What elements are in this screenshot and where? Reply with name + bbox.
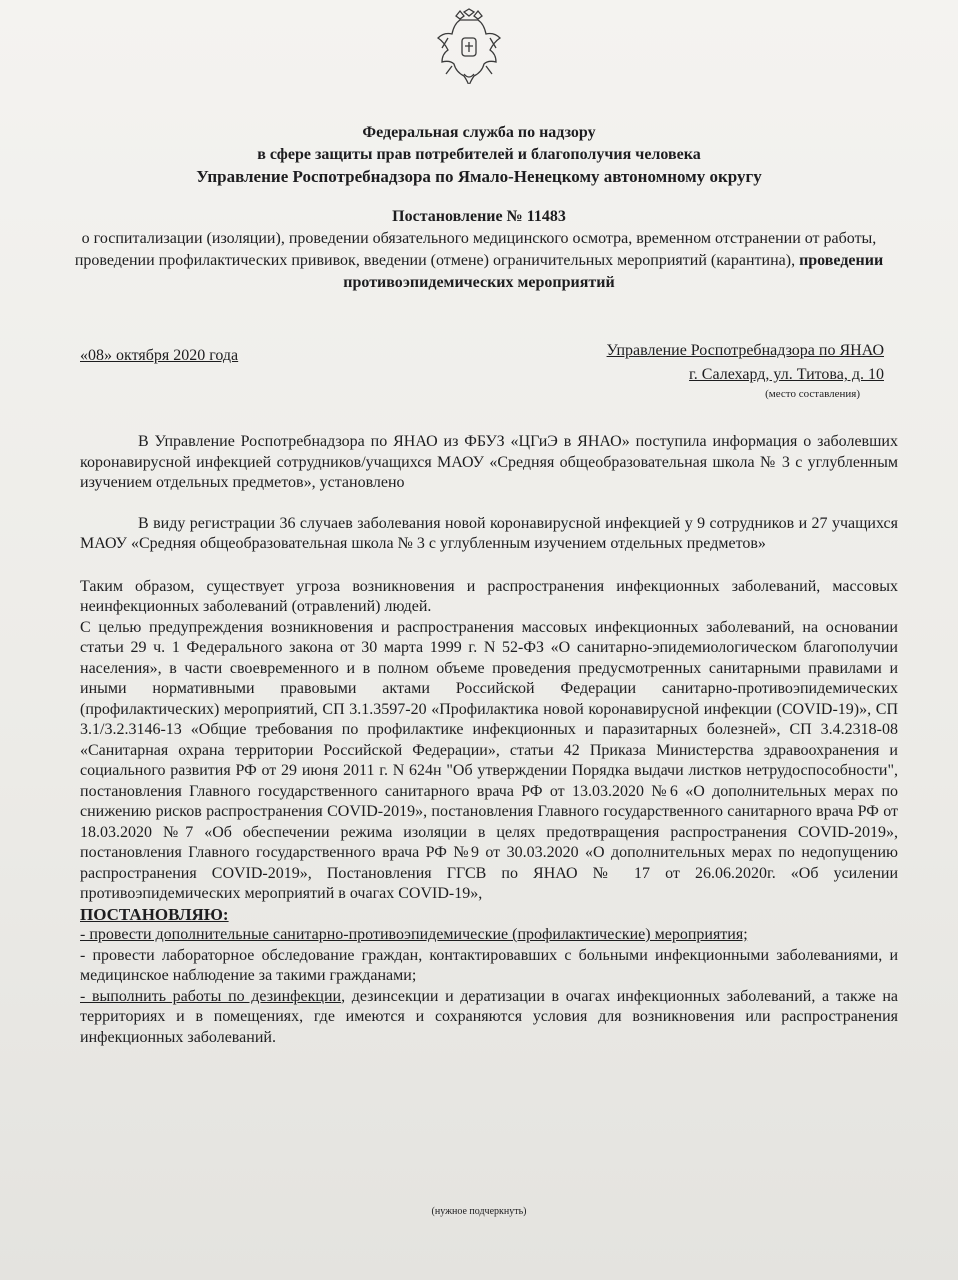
document-header	[80, 122, 878, 188]
decree-date: «08» октября 2020 года	[80, 347, 239, 364]
measure-item-2: - провести лабораторное обследование граждан, контактировавших с больными инфекционными заболеваниями, и медицинское наблюдение за такими гражданами;	[80, 946, 898, 984]
measure-item-3-rest: , дезинсекции и дератизации в очагах инфекционных заболеваний, а также на территориях и в помещениях, где имеются и сохраняются условия для возникновения или распространения инфекционных заболеваний.	[80, 987, 899, 1046]
resolve-heading: ПОСТАНОВЛЯЮ:	[80, 904, 229, 924]
decree-subject-bold: проведении противоэпидемических мероприятий	[343, 252, 884, 291]
place-block	[607, 339, 884, 401]
footer-note: (нужное подчеркнуть)	[431, 1206, 527, 1217]
measure-item-3-underlined: - выполнить работы по дезинфекции	[80, 987, 342, 1005]
document-body	[80, 432, 898, 1048]
paragraph-1: В Управление Роспотребнадзора по ЯНАО из ФБУЗ «ЦГиЭ в ЯНАО» поступила информация о заболевших коронавирусной инфекцией сотрудников/учащихся МАОУ «Средняя общеобразовательная школа № 3 с углубленным изучением отдельных предметов», установлено	[80, 433, 898, 491]
place-org: Управление Роспотребнадзора по ЯНАО	[606, 342, 884, 359]
paragraph-4: С целью предупреждения возникновения и распространения массовых инфекционных заболеваний, на основании статьи 29 ч. 1 Федерального закона от 30 марта 1999 г. N 52-ФЗ «О санитарно-эпидемиологическом благополучии населения», в части своевременного и в полном объеме проведения предусмотренных санитарными правилами и иными нормативными правовыми актами Российской Федерации санитарно-противоэпидемических (профилактических) мероприятий, СП 3.1.3597-20 «Профилактика новой коронавирусной инфекции (COVID-19)», СП 3.1/3.2.3146-13 «Общие требования по профилактике инфекционных и паразитарных болезней», СП 3.4.2318-08 «Санитарная охрана территории Российской Федерации», статьи 42 Приказа Министерства здравоохранения и социального развития РФ от 29 июня 2011 г. N 624н "Об утверждении Порядка выдачи листков нетрудоспособности", постановления Главного государственного санитарного врача РФ от 13.03.2020 №6 «О дополнительных мерах по снижению рисков распространения COVID-2019», постановления Главного государственного санитарного врача РФ от 18.03.2020 №7 «Об обеспечении режима изоляции в целях предотвращения распространения COVID-2019», постановления Главного государственного врача РФ №9 от 30.03.2020 «О дополнительных мерах по недопущению распространения COVID-2019», Постановления ГГСВ по ЯНАО № 17 от 26.06.2020г. «Об усилении противоэпидемических мероприятий в очагах COVID-19»,	[80, 618, 898, 902]
place-note: (место составления)	[765, 388, 860, 400]
place-address: г. Салехард, ул. Титова, д. 10	[689, 366, 884, 383]
paragraph-2: В виду регистрации 36 случаев заболевания новой коронавирусной инфекцией у 9 сотрудников и 27 учащихся МАОУ «Средняя общеобразовательная школа № 3 с углубленным изучением отдельных предметов»	[80, 514, 898, 552]
measure-item-3	[80, 987, 898, 1049]
decree-subject-text: о госпитализации (изоляции), проведении обязательного медицинского осмотра, временном отстранении от работы, проведении профилактических прививок, введении (отмене) ограничительных мероприятий (карантина),	[74, 230, 877, 269]
agency-line-2: в сфере защиты прав потребителей и благополучия человека	[257, 146, 701, 163]
measure-item-1: - провести дополнительные санитарно-противоэпидемические (профилактические) мероприятия;	[80, 926, 748, 943]
coat-of-arms-icon	[434, 8, 504, 84]
paragraph-3: Таким образом, существует угроза возникновения и распространения инфекционных заболеваний, массовых неинфекционных заболеваний (отравлений) людей.	[80, 577, 898, 615]
decree-title: Постановление № 11483	[392, 208, 566, 225]
agency-line-1: Федеральная служба по надзору	[362, 124, 596, 141]
decree-block	[60, 206, 898, 294]
agency-line-3: Управление Роспотребнадзора по Ямало-Ненецкому автономному округу	[196, 167, 762, 186]
decree-subject	[60, 228, 898, 294]
